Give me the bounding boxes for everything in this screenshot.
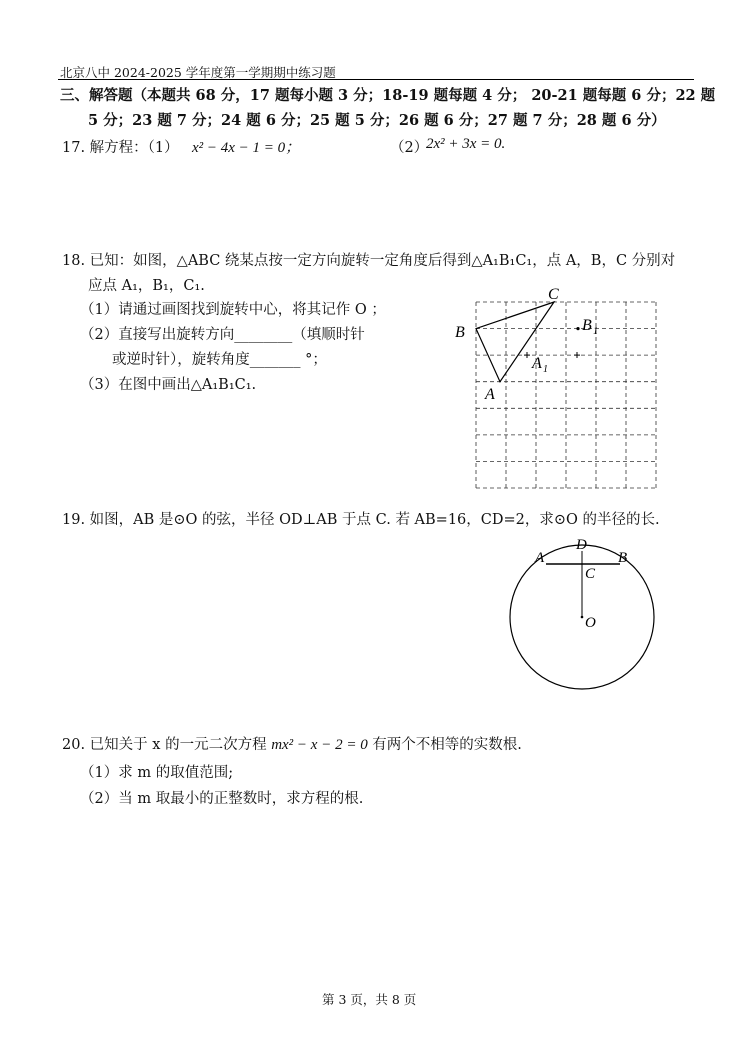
label-c: C: [548, 286, 559, 303]
q18-part2-cont: 或逆时针），旋转角度_______ °；: [112, 352, 327, 368]
q17-label: 17. 解方程：（1）: [62, 140, 179, 156]
section-heading-line1: 三、解答题（本题共 68 分，17 题每小题 3 分；18-19 题每题 4 分； 20-21 题每题 6 分；22 题: [60, 87, 716, 104]
q19-line1: 19. 如图，AB 是⊙O 的弦，半径 OD⊥AB 于点 C. 若 AB=16，CD=2，求⊙O 的半径的长.: [62, 512, 660, 528]
header-rule: [58, 79, 694, 80]
q20-text-a: 20. 已知关于 x 的一元二次方程: [62, 737, 272, 753]
circle-chord-figure: [500, 530, 660, 700]
q20-line1: [62, 733, 522, 754]
point-b1-mark: [576, 327, 579, 330]
label-c: C: [585, 566, 596, 582]
label-d: D: [576, 537, 587, 553]
q17-part2-label: （2）: [390, 140, 429, 156]
q18-line1: 18. 已知：如图，△ABC 绕某点按一定方向旋转一定角度后得到△A₁B₁C₁，点 A，B，C 分别对: [62, 253, 676, 269]
rotation-grid-figure: [440, 280, 680, 495]
page-header: 北京八中 2024-2025 学年度第一学期期中练习题: [60, 65, 336, 80]
q18-part3: （3）在图中画出△A₁B₁C₁.: [80, 377, 257, 393]
q20-equation: mx² − x − 2 = 0: [271, 737, 368, 753]
label-a: A: [485, 386, 495, 403]
label-b1: B: [582, 317, 592, 334]
q20-part2: （2）当 m 取最小的正整数时，求方程的根.: [80, 791, 364, 807]
label-a: A: [535, 550, 545, 566]
q18-line2: 应点 A₁，B₁，C₁.: [88, 278, 205, 294]
label-b: B: [455, 324, 465, 341]
label-a1-sub: 1: [543, 364, 548, 375]
q20-text-b: 有两个不相等的实数根.: [367, 737, 522, 753]
label-b1-sub: 1: [593, 326, 598, 337]
q17-equation-1: x² − 4x − 1 = 0；: [192, 140, 301, 156]
q20-part1: （1）求 m 的取值范围;: [80, 765, 234, 781]
section-heading-line2: 5 分；23 题 7 分；24 题 6 分；25 题 5 分；26 题 6 分；27 题 7 分；28 题 6 分）: [88, 112, 666, 129]
label-o: O: [585, 615, 596, 631]
page-footer: 第 3 页，共 8 页: [322, 992, 417, 1007]
q18-part2: （2）直接写出旋转方向________（填顺时针: [80, 327, 365, 343]
label-b: B: [618, 550, 628, 566]
q18-part1: （1）请通过画图找到旋转中心，将其记作 O ；: [80, 302, 386, 318]
q17-equation-2: 2x² + 3x = 0.: [426, 136, 506, 152]
label-a1: A: [532, 355, 542, 372]
